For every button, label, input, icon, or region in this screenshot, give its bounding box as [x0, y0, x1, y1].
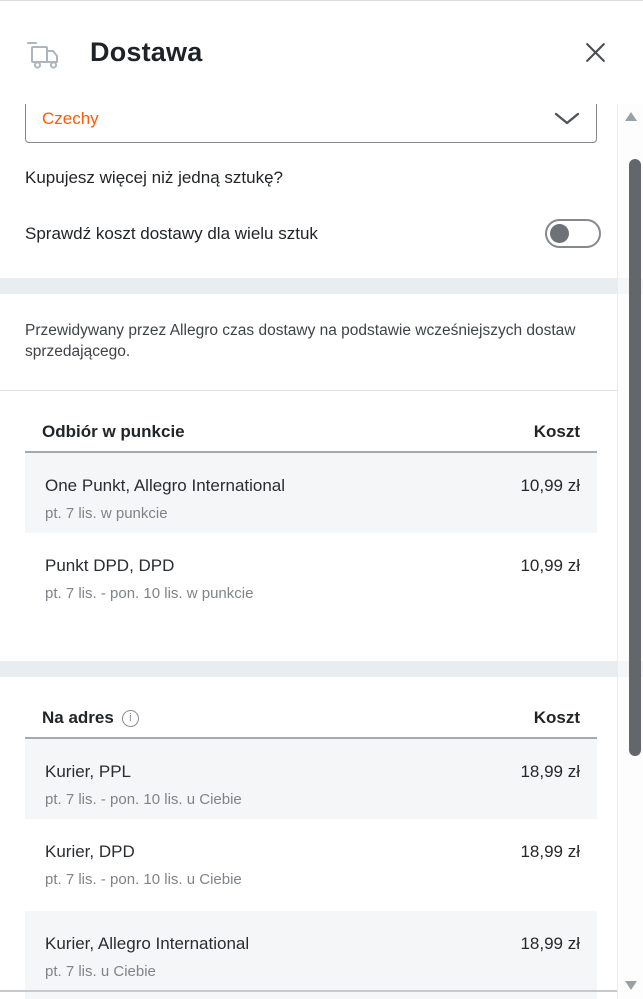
table-row	[25, 819, 597, 911]
delivery-method: One Punkt, Allegro International	[45, 476, 286, 495]
delivery-method: Kurier, Allegro International	[45, 934, 250, 953]
pickup-point-section	[25, 391, 597, 619]
divider	[0, 990, 618, 992]
chevron-down-icon	[554, 112, 580, 126]
delivery-price: 18,99 zł	[520, 762, 580, 781]
delivery-time: pt. 7 lis. - pon. 10 lis. u Ciebie	[45, 871, 242, 888]
delivery-price: 10,99 zł	[520, 556, 580, 575]
table-rows	[25, 453, 597, 619]
table-row	[25, 911, 597, 999]
to-address-section	[25, 677, 597, 999]
delivery-price: 18,99 zł	[520, 934, 580, 953]
delivery-method: Kurier, PPL	[45, 762, 131, 781]
country-select[interactable]	[25, 104, 597, 143]
close-icon	[583, 40, 608, 65]
scroll-up-arrow-icon[interactable]	[625, 112, 637, 121]
delivery-method: Punkt DPD, DPD	[45, 556, 175, 575]
table-row	[25, 739, 597, 819]
modal-body	[0, 104, 643, 999]
table-header	[25, 391, 597, 453]
table-rows	[25, 739, 597, 999]
delivery-time: pt. 7 lis. - pon. 10 lis. u Ciebie	[45, 791, 242, 808]
scrollbar-track[interactable]	[617, 104, 643, 999]
multi-quantity-question: Kupujesz więcej niż jedną sztukę?	[25, 168, 283, 187]
cost-column-header: Koszt	[533, 422, 580, 441]
section-separator	[0, 661, 643, 677]
table-row	[25, 453, 597, 533]
scrollbar-thumb[interactable]	[629, 159, 641, 756]
delivery-price: 18,99 zł	[520, 842, 580, 861]
country-select-value: Czechy	[42, 109, 99, 128]
info-icon[interactable]: i	[122, 710, 139, 727]
table-header	[25, 677, 597, 739]
multi-quantity-toggle[interactable]	[545, 219, 601, 248]
section-separator	[0, 278, 643, 294]
delivery-price: 10,99 zł	[520, 476, 580, 495]
delivery-time: pt. 7 lis. - pon. 10 lis. w punkcie	[45, 585, 254, 602]
cost-column-header: Koszt	[533, 708, 580, 727]
delivery-method: Kurier, DPD	[45, 842, 135, 861]
modal-header	[0, 1, 643, 104]
section-title	[42, 708, 139, 728]
section-title-text: Na adres	[42, 708, 114, 727]
delivery-time: pt. 7 lis. u Ciebie	[45, 963, 156, 980]
table-row	[25, 533, 597, 619]
delivery-time-note: Przewidywany przez Allegro czas dostawy na podstawie wcześniejszych dostaw sprzedającego.	[25, 322, 576, 360]
delivery-time: pt. 7 lis. w punkcie	[45, 505, 168, 522]
section-title: Odbiór w punkcie	[42, 422, 185, 441]
multi-quantity-toggle-label: Sprawdź koszt dostawy dla wielu sztuk	[25, 224, 318, 243]
close-button[interactable]	[578, 36, 612, 70]
scroll-down-arrow-icon[interactable]	[625, 981, 637, 990]
toggle-knob	[550, 224, 569, 243]
delivery-truck-icon	[25, 38, 65, 72]
modal-title: Dostawa	[90, 37, 203, 67]
